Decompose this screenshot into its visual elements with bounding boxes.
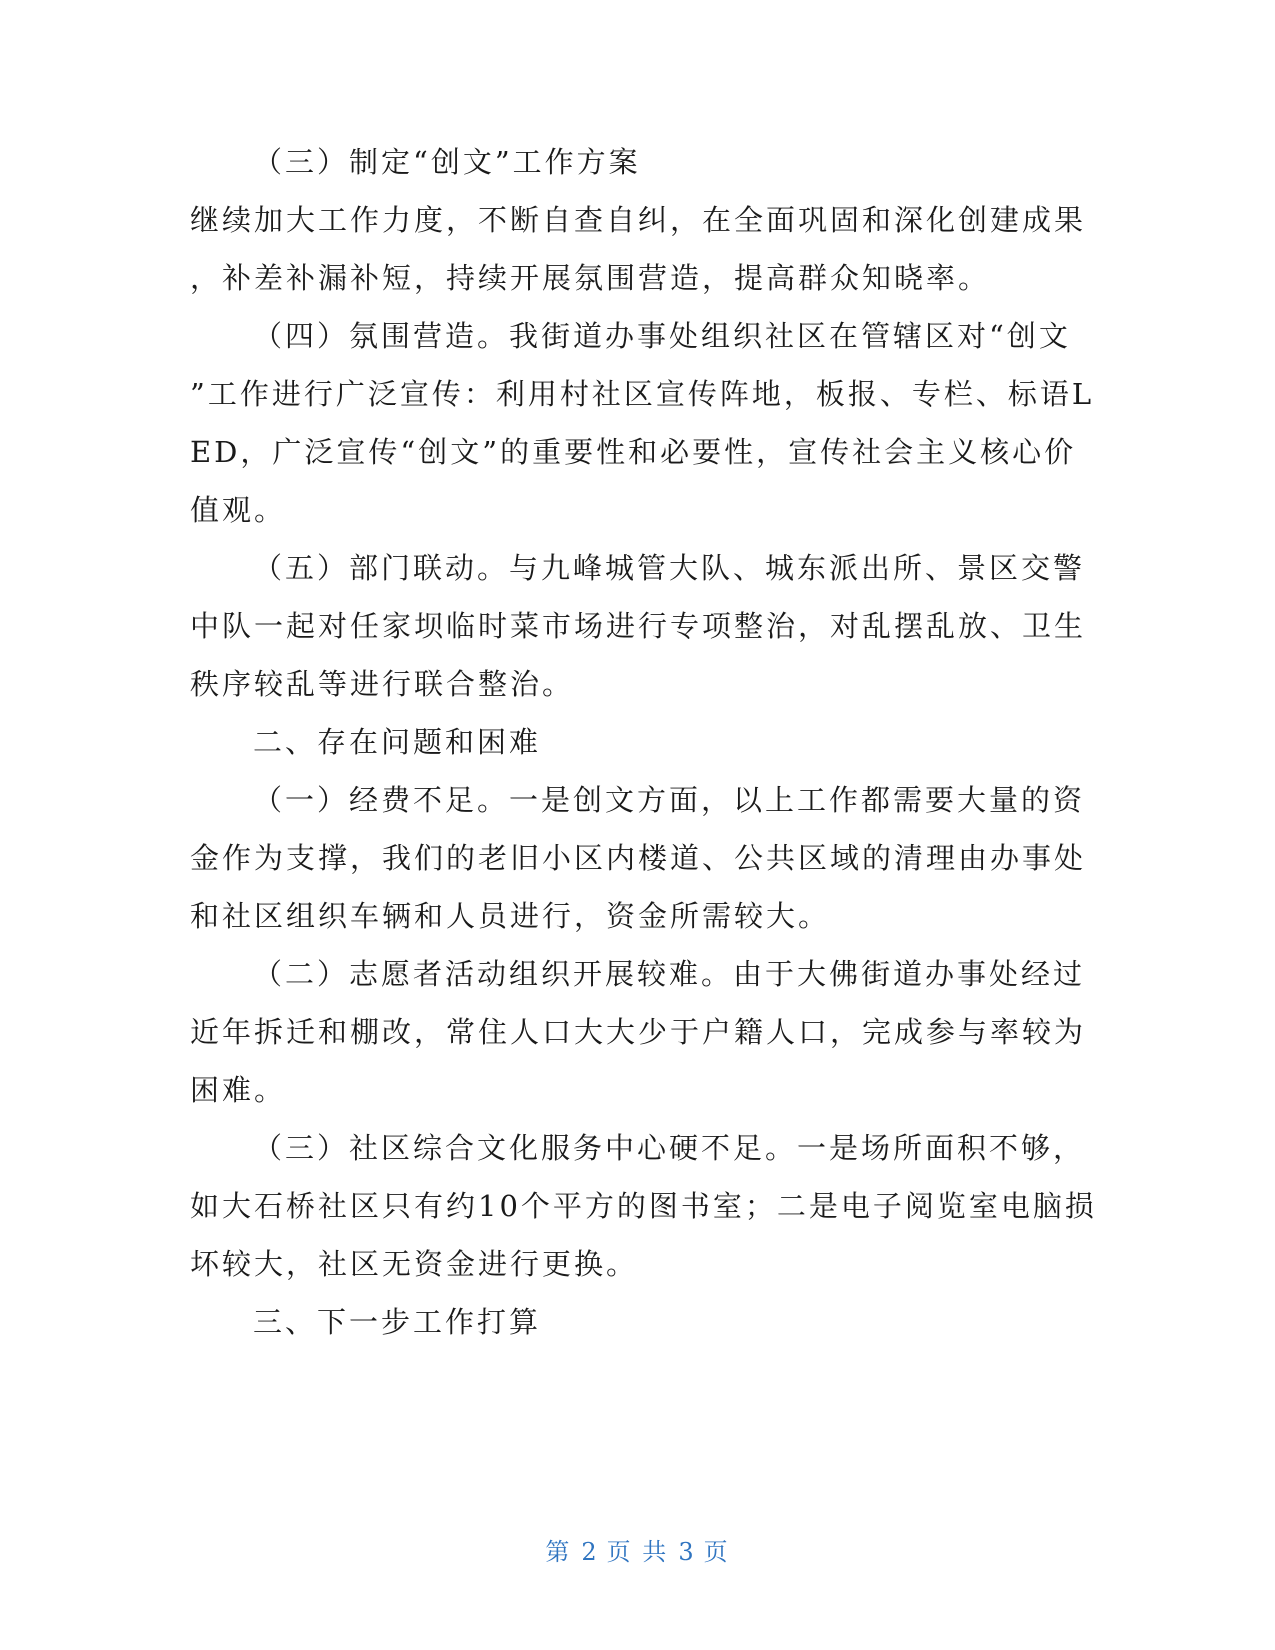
paragraph-line: 和社区组织车辆和人员进行，资金所需较大。 bbox=[190, 899, 831, 933]
paragraph-line: （二）志愿者活动组织开展较难。由于大佛街道办事处经过 bbox=[253, 957, 1086, 991]
page-footer bbox=[0, 1536, 1275, 1568]
paragraph-line: 困难。 bbox=[190, 1073, 287, 1107]
paragraph-line: 秩序较乱等进行联合整治。 bbox=[190, 667, 575, 701]
section-heading: 二、存在问题和困难 bbox=[253, 725, 542, 759]
current-page-number: 2 bbox=[581, 1538, 597, 1566]
total-page-number: 3 bbox=[678, 1538, 694, 1566]
section-heading: （三）制定“创文”工作方案 bbox=[253, 145, 641, 179]
paragraph-line: 继续加大工作力度，不断自查自纠，在全面巩固和深化创建成果 bbox=[190, 203, 1087, 237]
paragraph-line: 中队一起对任家坝临时菜市场进行专项整治，对乱摆乱放、卫生 bbox=[190, 609, 1087, 643]
paragraph-line: 值观。 bbox=[190, 493, 287, 527]
paragraph-line: ”工作进行广泛宣传：利用村社区宣传阵地，板报、专栏、标语L bbox=[190, 377, 1095, 411]
paragraph-line: 如大石桥社区只有约10个平方的图书室；二是电子阅览室电脑损 bbox=[190, 1189, 1097, 1223]
footer-prefix: 第 bbox=[545, 1538, 572, 1566]
paragraph-line: 近年拆迁和棚改，常住人口大大少于户籍人口，完成参与率较为 bbox=[190, 1015, 1087, 1049]
paragraph-line: （一）经费不足。一是创文方面，以上工作都需要大量的资 bbox=[253, 783, 1086, 817]
section-heading: 三、下一步工作打算 bbox=[253, 1305, 542, 1339]
paragraph-line: （五）部门联动。与九峰城管大队、城东派出所、景区交警 bbox=[253, 551, 1086, 585]
paragraph-line: 坏较大，社区无资金进行更换。 bbox=[190, 1247, 639, 1281]
paragraph-line: ED，广泛宣传“创文”的重要性和必要性，宣传社会主义核心价 bbox=[190, 435, 1077, 469]
paragraph-line: 金作为支撑，我们的老旧小区内楼道、公共区域的清理由办事处 bbox=[190, 841, 1087, 875]
paragraph-line: ，补差补漏补短，持续开展氛围营造，提高群众知晓率。 bbox=[190, 261, 991, 295]
paragraph-line: （四）氛围营造。我街道办事处组织社区在管辖区对“创文 bbox=[253, 319, 1071, 353]
footer-middle: 页 共 bbox=[606, 1538, 669, 1566]
footer-suffix: 页 bbox=[703, 1538, 730, 1566]
paragraph-line: （三）社区综合文化服务中心硬不足。一是场所面积不够， bbox=[253, 1131, 1086, 1165]
